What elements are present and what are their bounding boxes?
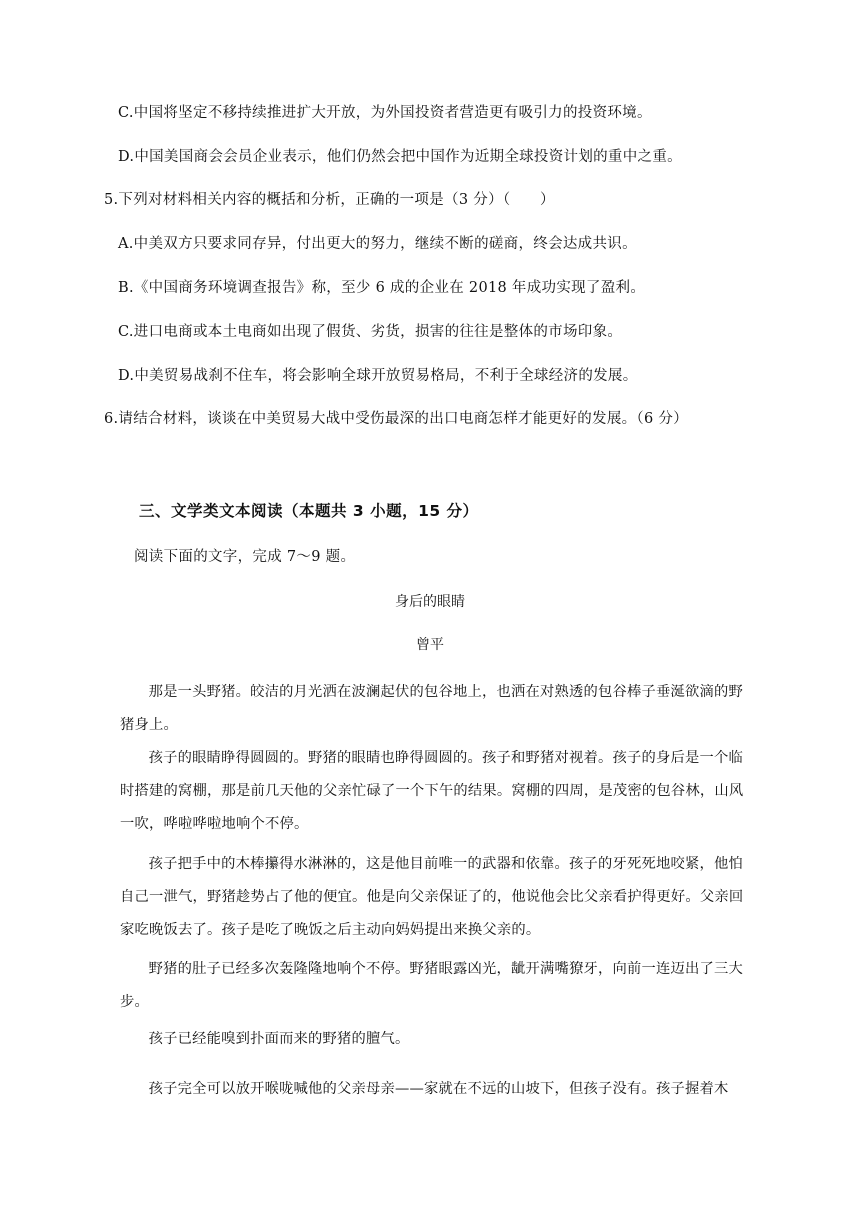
paragraph-line: 猪身上。 — [120, 717, 178, 733]
story-author: 曾平 — [416, 637, 444, 653]
q4-option-d: D.中国美国商会会员企业表示，他们仍然会把中国作为近期全球投资计划的重中之重。 — [118, 149, 682, 165]
paragraph-line: 孩子的眼睛睁得圆圆的。野猪的眼睛也睁得圆圆的。孩子和野猪对视着。孩子的身后是一个临 — [148, 750, 743, 766]
paragraph-line: 自己一泄气，野猪趁势占了他的便宜。他是向父亲保证了的，他说他会比父亲看护得更好。父亲回 — [120, 889, 744, 905]
q5-option-c: C.进口电商或本土电商如出现了假货、劣货，损害的往往是整体的市场印象。 — [118, 324, 623, 340]
q5-option-a: A.中美双方只要求同存异，付出更大的努力，继续不断的磋商，终会达成共识。 — [118, 236, 637, 252]
paragraph-line: 那是一头野猪。皎洁的月光洒在波澜起伏的包谷地上，也洒在对熟透的包谷棒子垂涎欲滴的野 — [148, 684, 743, 700]
paragraph-line: 孩子已经能嗅到扑面而来的野猪的膻气。 — [148, 1031, 410, 1047]
section-instruction: 阅读下面的文字，完成 7～9 题。 — [134, 549, 356, 565]
section-heading: 三、文学类文本阅读（本题共 3 小题，15 分） — [139, 502, 479, 520]
q5-option-b: B.《中国商务环境调查报告》称，至少 6 成的企业在 2018 年成功实现了盈利。 — [118, 280, 646, 296]
story-paragraph — [120, 848, 760, 947]
paragraph-line: 野猪的肚子已经多次轰隆隆地响个不停。野猪眼露凶光，龇开满嘴獠牙，向前一连迈出了三大 — [148, 961, 743, 977]
paragraph-line: 孩子完全可以放开喉咙喊他的父亲母亲——家就在不远的山坡下，但孩子没有。孩子握着木 — [148, 1081, 729, 1097]
q6-stem: 6.请结合材料，谈谈在中美贸易大战中受伤最深的出口电商怎样才能更好的发展。（6 分） — [104, 411, 689, 427]
paragraph-line: 步。 — [120, 994, 149, 1010]
story-paragraph — [120, 742, 760, 841]
story-paragraph — [120, 1023, 760, 1056]
paragraph-line: 孩子把手中的木棒攥得水淋淋的，这是他目前唯一的武器和依靠。孩子的牙死死地咬紧，他怕 — [148, 856, 743, 872]
q5-stem: 5.下列对材料相关内容的概括和分析，正确的一项是（3 分）（ ） — [104, 192, 555, 208]
q4-option-c: C.中国将坚定不移持续推进扩大开放，为外国投资者营造更有吸引力的投资环境。 — [118, 105, 652, 121]
story-paragraph — [120, 676, 760, 742]
q5-option-d: D.中美贸易战刹不住车，将会影响全球开放贸易格局，不利于全球经济的发展。 — [118, 368, 638, 384]
paragraph-line: 家吃晚饭去了。孩子是吃了晚饭之后主动向妈妈提出来换父亲的。 — [120, 922, 541, 938]
story-title: 身后的眼睛 — [395, 594, 465, 610]
paragraph-line: 一吹，哗啦哗啦地响个不停。 — [120, 816, 309, 832]
paragraph-line: 时搭建的窝棚，那是前几天他的父亲忙碌了一个下午的结果。窝棚的四周，是茂密的包谷林，山风 — [120, 783, 744, 799]
story-paragraph — [120, 1073, 760, 1106]
story-paragraph — [120, 953, 760, 1019]
